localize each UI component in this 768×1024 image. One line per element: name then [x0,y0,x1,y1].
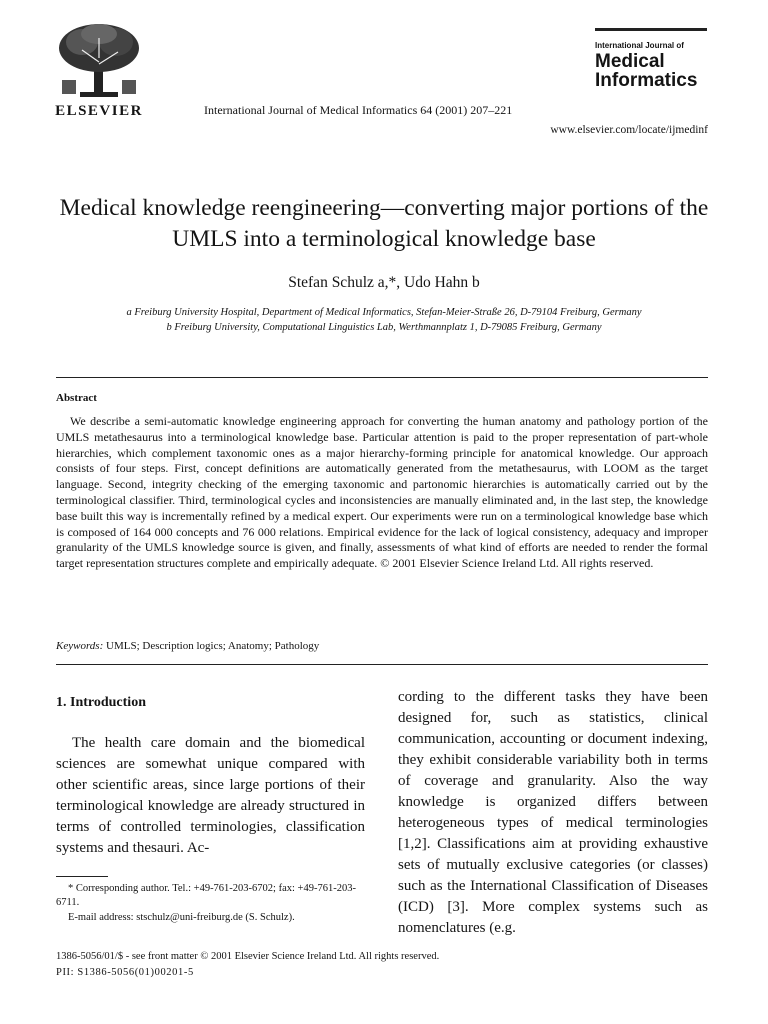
keywords-value: UMLS; Description logics; Anatomy; Pathology [106,640,320,652]
journal-logo-title [595,52,697,90]
copyright-line: 1386-5056/01/$ - see front matter © 2001 Elsevier Science Ireland Ltd. All rights reserved. [56,951,440,962]
keywords-label: Keywords: [56,640,104,652]
footnote-corresponding-author: * Corresponding author. Tel.: +49-761-203-6702; fax: +49-761-203-6711. [56,883,356,908]
footnote-rule [56,876,108,877]
abstract-heading: Abstract [56,392,97,404]
journal-logo-subtitle: International Journal of [595,41,684,50]
divider-bottom [56,664,708,665]
journal-url[interactable]: www.elsevier.com/locate/ijmedinf [550,124,708,136]
journal-logo-line2: Informatics [595,70,698,91]
footnote-email: E-mail address: stschulz@uni-freiburg.de (S. Schulz). [68,912,295,923]
journal-citation: International Journal of Medical Informatics 64 (2001) 207–221 [204,103,513,117]
intro-left-column: The health care domain and the biomedical sciences are somewhat unique compared with other scientific areas, since large portions of their terminological knowledge are already structured in terms of controlled terminologies, classification systems and thesauri. Ac- [56,735,365,856]
publisher-name: ELSEVIER [55,103,143,119]
keywords [56,640,319,652]
elsevier-tree-logo-icon [52,22,146,102]
section-title-introduction: 1. Introduction [56,695,146,710]
journal-logo-line1: Medical [595,51,665,72]
intro-right-column: cording to the different tasks they have been designed for, such as statistics, clinical communication, accounting or document indexing, they exhibit considerable variability both in terms of coverage and granularity. Also the way knowledge is organized differs between heterogeneous types of medical terminologies [1,2]. Classifications aim at providing exhaustive sets of mutually exclusive categories (or classes) such as the International Classification of Diseases (ICD) [3]. More complex systems such as nomenclatures (e.g. [398,689,708,936]
affiliation-a: a Freiburg University Hospital, Department of Medical Informatics, Stefan-Meier-Straße 26, D-79104 Freiburg, Germany [126,307,642,318]
affiliation-b: b Freiburg University, Computational Linguistics Lab, Werthmannplatz 1, D-79085 Freiburg, Germany [166,322,602,333]
paper-title: Medical knowledge reengineering—converting major portions of the UMLS into a terminological knowledge base [59,195,709,252]
pii-line: PII: S1386-5056(01)00201-5 [56,967,194,978]
divider-top [56,377,708,378]
journal-logo-rule [595,28,707,31]
abstract-body: We describe a semi-automatic knowledge engineering approach for converting the human anatomy and pathology portion of the UMLS metathesaurus into a terminological knowledge base. Particular attention is paid to the proper representation of part-whole hierarchies, which complement taxonomic ones as a major hierarchy-forming principle for anatomical knowledge. Our approach consists of four steps. First, concept definitions are automatically generated from the metathesaurus, with LOOM as the target language. Second, integrity checking of the emerging taxonomic and partonomic hierarchies is automatically carried out by the terminological classifier. Third, terminological cycles and inconsistencies are manually eliminated and, in the last step, the knowledge base built this way is incrementally refined by a medical expert. Our experiments were run on a terminological knowledge base which is composed of 164 000 concepts and 76 000 relations. Empirical evidence for the lack of logical consistency, adequacy and improper granularity of the UMLS knowledge source is given, and finally, assessments of what kind of efforts are needed to render the formal target representation structures complete and empirically adequate. © 2001 Elsevier Science Ireland Ltd. All rights reserved. [56,414,708,571]
author-list: Stefan Schulz a,*, Udo Hahn b [288,274,480,291]
